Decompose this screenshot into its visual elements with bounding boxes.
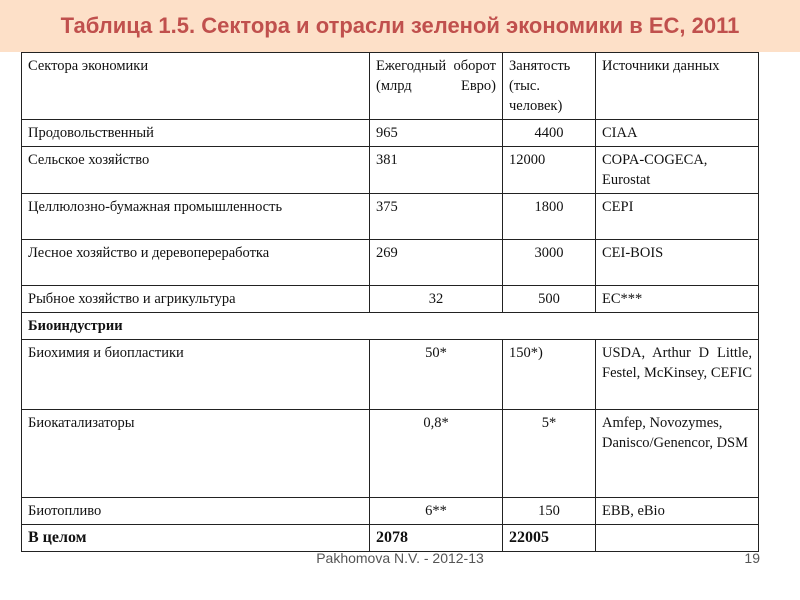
- table-row: [22, 240, 759, 286]
- cell-employment: 3000: [503, 240, 596, 286]
- cell-employment: 150*): [503, 340, 596, 410]
- cell-turnover: 6**: [370, 498, 503, 525]
- cell-employment: 5*: [503, 410, 596, 498]
- footer-author: Pakhomova N.V. - 2012-13: [316, 550, 484, 566]
- header-turnover: Ежегодный оборот (млрд Евро): [370, 53, 503, 120]
- cell-employment: 500: [503, 286, 596, 313]
- table-row: [22, 194, 759, 240]
- cell-sector: Биокатализаторы: [22, 410, 370, 498]
- cell-sector: Целлюлозно-бумажная промышленность: [22, 194, 370, 240]
- cell-sources: CEI-BOIS: [596, 240, 759, 286]
- section-label-bioindustry: Биоиндустрии: [22, 313, 759, 340]
- cell-sector: Рыбное хозяйство и агрикультура: [22, 286, 370, 313]
- cell-sector: Лесное хозяйство и деревопереработка: [22, 240, 370, 286]
- cell-sources: EBB, eBio: [596, 498, 759, 525]
- cell-employment: 12000: [503, 147, 596, 194]
- cell-sector: Продовольственный: [22, 120, 370, 147]
- cell-sector: Биохимия и биопластики: [22, 340, 370, 410]
- cell-employment: 150: [503, 498, 596, 525]
- cell-employment: 1800: [503, 194, 596, 240]
- total-row: [22, 525, 759, 552]
- cell-sources: CIAA: [596, 120, 759, 147]
- cell-sources: USDA, Arthur D Little, Festel, McKinsey, CEFIC: [596, 340, 759, 410]
- cell-turnover: 269: [370, 240, 503, 286]
- cell-total-label: В целом: [22, 525, 370, 552]
- table-row: [22, 410, 759, 498]
- cell-sources: CEPI: [596, 194, 759, 240]
- table-row: [22, 120, 759, 147]
- cell-turnover: 32: [370, 286, 503, 313]
- cell-employment: 4400: [503, 120, 596, 147]
- cell-sources: EC***: [596, 286, 759, 313]
- cell-sector: Биотопливо: [22, 498, 370, 525]
- cell-sources: Amfep, Novozymes, Danisco/Genencor, DSM: [596, 410, 759, 498]
- cell-total-sources: [596, 525, 759, 552]
- green-economy-table: [21, 52, 759, 552]
- header-sector: Сектора экономики: [22, 53, 370, 120]
- cell-turnover: 375: [370, 194, 503, 240]
- cell-turnover: 381: [370, 147, 503, 194]
- page-number: 19: [744, 550, 760, 566]
- cell-sector: Сельское хозяйство: [22, 147, 370, 194]
- header-sources: Источники данных: [596, 53, 759, 120]
- slide-title: Таблица 1.5. Сектора и отрасли зеленой экономики в ЕС, 2011: [60, 13, 740, 38]
- table-row: [22, 498, 759, 525]
- cell-total-turnover: 2078: [370, 525, 503, 552]
- table-row: [22, 286, 759, 313]
- cell-sources: COPA-COGECA, Eurostat: [596, 147, 759, 194]
- table-row: [22, 147, 759, 194]
- cell-total-employment: 22005: [503, 525, 596, 552]
- table-row: [22, 340, 759, 410]
- cell-turnover: 50*: [370, 340, 503, 410]
- header-employment: Занятость (тыс. человек): [503, 53, 596, 120]
- cell-turnover: 965: [370, 120, 503, 147]
- section-row: [22, 313, 759, 340]
- cell-turnover: 0,8*: [370, 410, 503, 498]
- table-header-row: [22, 53, 759, 120]
